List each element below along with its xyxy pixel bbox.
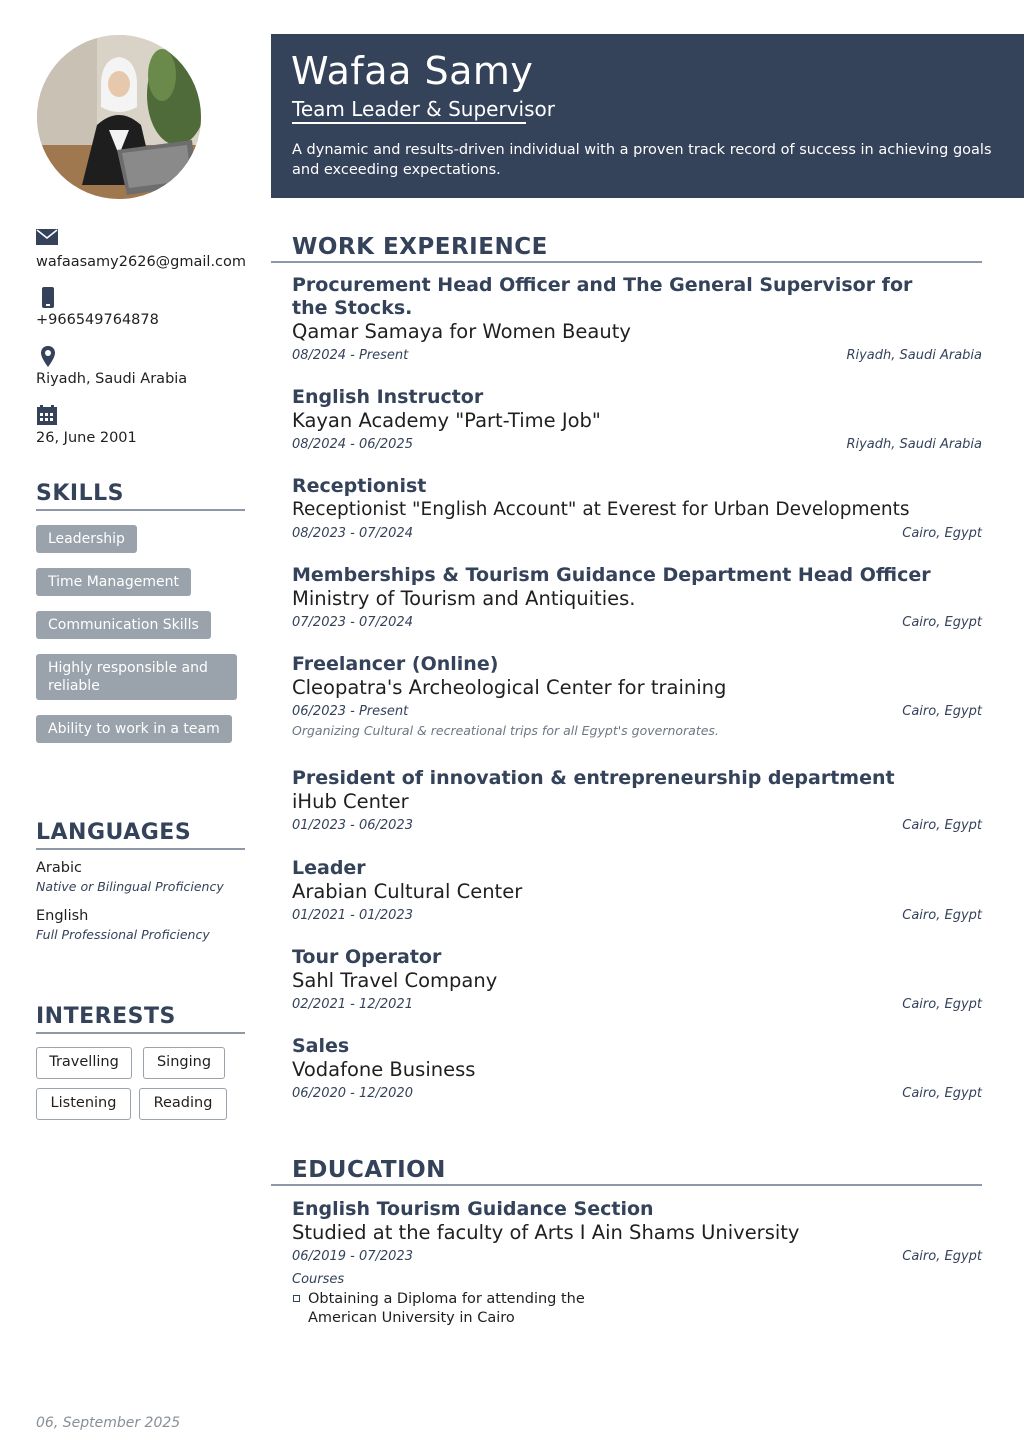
job-title: English Instructor xyxy=(292,386,484,408)
job-dates: 06/2023 - Present xyxy=(292,704,409,719)
job-location: Cairo, Egypt xyxy=(902,1086,982,1101)
job-organization: Receptionist "English Account" at Everest for Urban Developments xyxy=(292,499,910,520)
job-location: Cairo, Egypt xyxy=(902,997,982,1012)
work-experience-heading: WORK EXPERIENCE xyxy=(271,233,982,263)
job-title: Procurement Head Officer and The General Supervisor for the Stocks. xyxy=(292,274,913,319)
job-organization: Cleopatra's Archeological Center for training xyxy=(292,676,727,699)
language-level: Native or Bilingual Proficiency xyxy=(36,879,224,894)
profile-photo xyxy=(37,35,201,199)
contact-birthdate xyxy=(36,405,251,446)
job-title: Memberships & Tourism Guidance Department Head Officer xyxy=(292,564,931,586)
job-dates: 08/2024 - Present xyxy=(292,348,409,363)
education-dates: 06/2019 - 07/2023 xyxy=(292,1249,413,1264)
work-entry xyxy=(292,564,982,633)
language-name: English xyxy=(36,908,89,924)
education-heading: EDUCATION xyxy=(271,1156,982,1186)
course-item xyxy=(292,1290,982,1328)
interest-chip: Reading xyxy=(139,1088,227,1120)
job-location: Cairo, Egypt xyxy=(902,908,982,923)
course-text: Obtaining a Diploma for attending the American University in Cairo xyxy=(308,1291,585,1326)
languages-list xyxy=(36,859,251,955)
work-entry xyxy=(292,857,982,926)
phone-value: +966549764878 xyxy=(36,312,159,328)
job-dates: 08/2023 - 07/2024 xyxy=(292,526,413,541)
language-name: Arabic xyxy=(36,860,82,876)
courses-label: Courses xyxy=(292,1272,345,1287)
resume-header xyxy=(271,34,1024,198)
skill-tag: Leadership xyxy=(36,525,137,553)
candidate-summary: A dynamic and results-driven individual with a proven track record of success in achieving goals and exceeding expectations. xyxy=(292,142,992,178)
job-organization: Kayan Academy "Part-Time Job" xyxy=(292,409,601,432)
job-organization: iHub Center xyxy=(292,790,409,813)
job-location: Cairo, Egypt xyxy=(902,818,982,833)
job-title: Tour Operator xyxy=(292,946,442,968)
job-dates: 07/2023 - 07/2024 xyxy=(292,615,413,630)
contact-location xyxy=(36,346,251,387)
work-entry xyxy=(292,946,982,1015)
job-location: Riyadh, Saudi Arabia xyxy=(846,348,982,363)
job-organization: Ministry of Tourism and Antiquities. xyxy=(292,587,636,610)
job-dates: 01/2021 - 01/2023 xyxy=(292,908,413,923)
job-dates: 01/2023 - 06/2023 xyxy=(292,818,413,833)
language-level: Full Professional Proficiency xyxy=(36,927,210,942)
job-organization: Sahl Travel Company xyxy=(292,969,498,992)
job-location: Riyadh, Saudi Arabia xyxy=(846,437,982,452)
skill-tag: Highly responsible and reliable xyxy=(36,654,237,700)
interests-heading: INTERESTS xyxy=(36,1003,245,1034)
job-title: Receptionist xyxy=(292,475,427,497)
work-entry xyxy=(292,653,982,739)
email-value: wafaasamy2626@gmail.com xyxy=(36,254,247,270)
education-entry xyxy=(292,1198,982,1328)
education-location: Cairo, Egypt xyxy=(902,1249,982,1264)
work-entry xyxy=(292,1035,982,1104)
map-pin-icon xyxy=(36,346,251,368)
skills-list xyxy=(36,525,251,758)
job-location: Cairo, Egypt xyxy=(902,526,982,541)
degree-title: English Tourism Guidance Section xyxy=(292,1198,654,1220)
work-entry xyxy=(292,274,982,366)
skill-tag: Ability to work in a team xyxy=(36,715,232,743)
job-title: Leader xyxy=(292,857,366,879)
interest-chip: Singing xyxy=(143,1047,225,1079)
job-location: Cairo, Egypt xyxy=(902,704,982,719)
skill-tag: Communication Skills xyxy=(36,611,211,639)
job-title: Sales xyxy=(292,1035,350,1057)
job-location: Cairo, Egypt xyxy=(902,615,982,630)
footer-date: 06, September 2025 xyxy=(36,1415,181,1431)
envelope-icon xyxy=(36,229,251,251)
contact-email xyxy=(36,229,251,270)
job-title: President of innovation & entrepreneurship department xyxy=(292,767,895,789)
language-item xyxy=(36,859,251,895)
square-bullet-icon xyxy=(293,1295,300,1302)
languages-heading: LANGUAGES xyxy=(36,819,245,850)
skills-heading: SKILLS xyxy=(36,480,245,511)
job-dates: 08/2024 - 06/2025 xyxy=(292,437,413,452)
interest-chip: Listening xyxy=(36,1088,131,1120)
work-entry xyxy=(292,386,982,455)
job-organization: Arabian Cultural Center xyxy=(292,880,523,903)
location-value: Riyadh, Saudi Arabia xyxy=(36,371,188,387)
contact-phone xyxy=(36,287,251,328)
job-title: Freelancer (Online) xyxy=(292,653,499,675)
candidate-role: Team Leader & Supervisor xyxy=(292,96,526,124)
work-entry xyxy=(292,767,982,836)
job-dates: 06/2020 - 12/2020 xyxy=(292,1086,413,1101)
job-organization: Qamar Samaya for Women Beauty xyxy=(292,320,631,343)
job-description: Organizing Cultural & recreational trips for all Egypt's governorates. xyxy=(292,723,719,738)
job-organization: Vodafone Business xyxy=(292,1058,476,1081)
candidate-name: Wafaa Samy xyxy=(291,49,534,93)
skill-tag: Time Management xyxy=(36,568,191,596)
school-name: Studied at the faculty of Arts I Ain Shams University xyxy=(292,1221,800,1244)
work-entry xyxy=(292,475,982,544)
phone-icon xyxy=(36,287,251,309)
job-dates: 02/2021 - 12/2021 xyxy=(292,997,413,1012)
calendar-icon xyxy=(36,405,251,427)
language-item xyxy=(36,907,251,943)
interest-chip: Travelling xyxy=(36,1047,132,1079)
birthdate-value: 26, June 2001 xyxy=(36,430,137,446)
